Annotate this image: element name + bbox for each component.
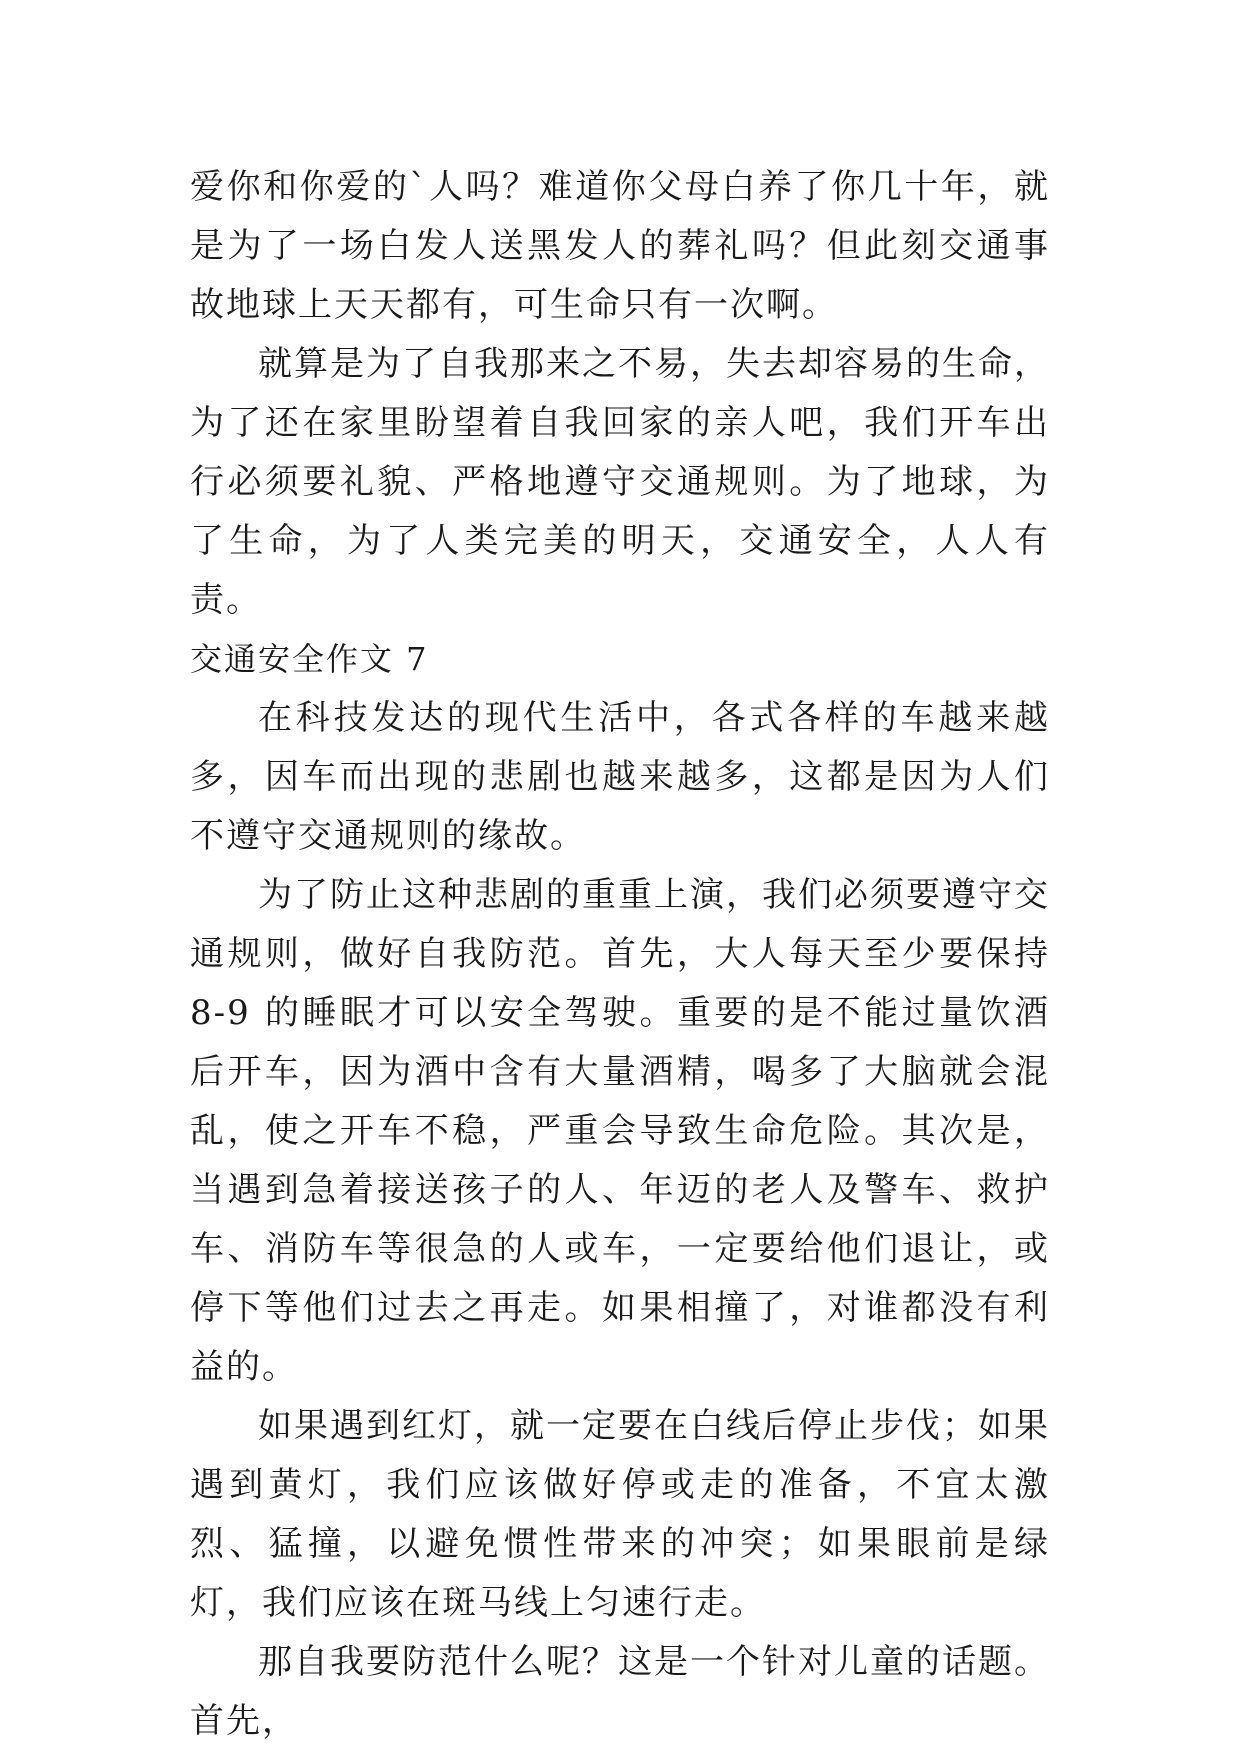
- paragraph: 为了防止这种悲剧的重重上演，我们必须要遵守交通规则，做好自我防范。首先，大人每天至少要保持 8-9 的睡眠才可以安全驾驶。重要的是不能过量饮酒后开车，因为酒中含有大量酒精，喝多了大脑就会混乱，使之开车不稳，严重会导致生命危险。其次是，当遇到急着接送孩子的人、年迈的老人及警车、救护车、消防车等很急的人或车，一定要给他们退让，或停下等他们过去之再走。如果相撞了，对谁都没有利益的。: [190, 875, 1050, 1387]
- paragraph-continued: 爱你和你爱的`人吗？难道你父母白养了你几十年，就是为了一场白发人送黑发人的葬礼吗？但此刻交通事故地球上天天都有，可生命只有一次啊。: [190, 167, 1050, 325]
- paragraph: 那自我要防范什么呢？这是一个针对儿童的话题。首先，: [190, 1642, 1050, 1741]
- paragraph: 就算是为了自我那来之不易，失去却容易的生命，为了还在家里盼望着自我回家的亲人吧，我们开车出行必须要礼貌、严格地遵守交通规则。为了地球，为了生命，为了人类完美的明天，交通安全，人人有责。: [190, 344, 1050, 620]
- document-body: [190, 158, 1050, 1751]
- paragraph: 如果遇到红灯，就一定要在白线后停止步伐；如果遇到黄灯，我们应该做好停或走的准备，不宜太激烈、猛撞，以避免惯性带来的冲突；如果眼前是绿灯，我们应该在斑马线上匀速行走。: [190, 1406, 1050, 1623]
- section-heading: 交通安全作文 7: [190, 640, 429, 678]
- paragraph: 在科技发达的现代生活中，各式各样的车越来越多，因车而出现的悲剧也越来越多，这都是因为人们不遵守交通规则的缘故。: [190, 698, 1050, 856]
